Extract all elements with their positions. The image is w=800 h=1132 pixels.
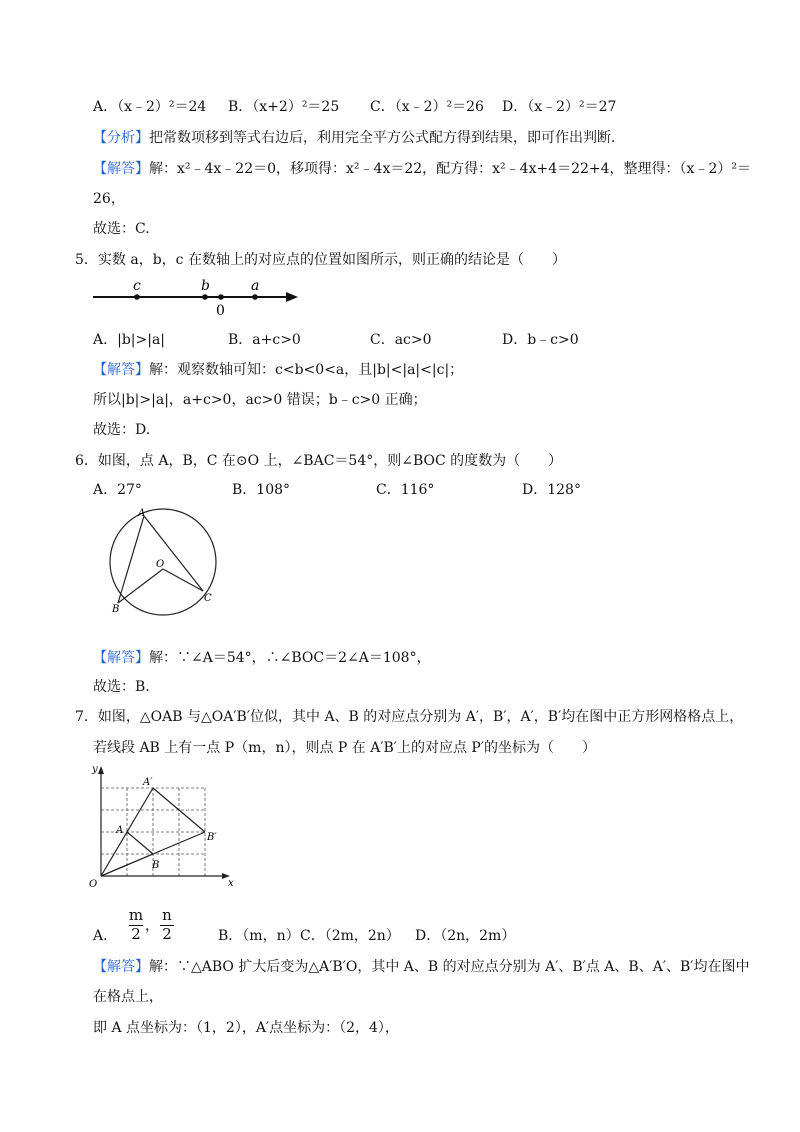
q7-option-a-sep: ， [145, 918, 159, 934]
point-c [134, 294, 140, 300]
q4-solution [93, 159, 751, 179]
fraction-denominator: 2 [131, 925, 141, 943]
q7-solution-cont: 在格点上， [93, 989, 163, 1005]
label-O: O [89, 879, 98, 890]
q7-option-d: D．（2n，2m） [415, 928, 516, 944]
q5-question: 5．实数 a，b，c 在数轴上的对应点的位置如图所示，则正确的结论是（ ） [75, 252, 566, 268]
q7-option-b: B．（m，n） [218, 928, 300, 944]
label-x: x [228, 878, 234, 889]
q5-option-b: B．a+c>0 [228, 332, 301, 348]
solution-tag: 【解答】 [93, 959, 149, 975]
label-A-prime: A′ [143, 777, 153, 788]
q6-circle-figure [100, 505, 230, 620]
q5-option-a: A．|b|>|a| [93, 332, 166, 348]
q6-question: 6．如图，点 A，B，C 在⊙O 上，∠BAC＝54°，则∠BOC 的度数为（ ） [75, 453, 563, 469]
q5-option-d: D．b﹣c>0 [502, 332, 579, 348]
q7-solution [93, 957, 749, 977]
q6-solution [93, 648, 431, 668]
label-C: C [204, 593, 212, 604]
label-B: B [112, 604, 120, 615]
point-b [202, 294, 208, 300]
analysis-text: 把常数项移到等式右边后，利用完全平方公式配方得到结果，即可作出判断. [149, 130, 616, 146]
q4-option-a: A．（x﹣2）²＝24 [93, 99, 207, 115]
q5-option-c: C．ac>0 [370, 332, 432, 348]
label-B-prime: B′ [207, 832, 217, 843]
analysis-tag: 【分析】 [93, 130, 149, 146]
fraction-numerator: m [128, 906, 144, 924]
solution-tag: 【解答】 [93, 161, 149, 177]
y-arrow-icon [98, 766, 104, 774]
q4-solution-cont: 26， [93, 191, 125, 207]
fraction-numerator: n [162, 906, 172, 924]
q6-option-d: D．128° [522, 482, 581, 498]
q7-question-cont: 若线段 AB 上有一点 P（m，n），则点 P 在 A′B′上的对应点 P′的坐标为（ ） [93, 740, 597, 756]
label-A: A [138, 508, 146, 519]
q7-solution-coords: 即 A 点坐标为：（1，2），A′点坐标为：（2，4）， [93, 1020, 399, 1036]
label-A: A [116, 825, 124, 836]
label-a: a [251, 278, 260, 294]
q5-number-line [90, 278, 310, 318]
solution-tag: 【解答】 [93, 362, 149, 378]
q5-solution [93, 360, 463, 380]
q7-question: 7．如图，△OAB 与△OA′B′位似，其中 A、B 的对应点分别为 A′，B′，A′，B′均在图中正方形网格格点上， [75, 709, 744, 725]
label-c: c [133, 278, 141, 294]
q7-option-c: C．（2m，2n） [300, 928, 400, 944]
q5-solution-cont: 所以|b|>|a|，a+c>0，ac>0 错误；b﹣c>0 正确； [93, 392, 427, 408]
q4-option-d: D．（x﹣2）²＝27 [502, 99, 617, 115]
q6-option-b: B．108° [232, 482, 291, 498]
solution-text: 解：∵∠A＝54°，∴∠BOC＝2∠A＝108°， [149, 650, 431, 666]
solution-text: 解：x²﹣4x﹣22＝0，移项得：x²﹣4x＝22，配方得：x²﹣4x+4＝22+4，整理得：（x﹣2）²＝ [149, 161, 751, 177]
solution-text: 解：观察数轴可知：c<b<0<a，且|b|<|a|<|c|； [149, 362, 464, 378]
solution-text: 解：∵△ABO 扩大后变为△A′B′O，其中 A、B 的对应点分别为 A′、B′点 A、B、A′、B′均在图中 [149, 959, 750, 975]
point-zero [218, 294, 224, 300]
label-y: y [92, 764, 98, 775]
q6-choice: 故选：B. [93, 679, 150, 695]
q7-option-a-label: A． [93, 928, 118, 944]
label-b: b [201, 278, 210, 294]
q7-grid-figure [88, 762, 238, 892]
q5-choice: 故选：D. [93, 422, 151, 438]
label-O: O [156, 559, 165, 570]
q4-choice: 故选：C. [93, 221, 150, 237]
q6-option-a: A．27° [93, 482, 142, 498]
label-B: B [152, 860, 160, 871]
q4-analysis [93, 128, 615, 148]
arrow-icon [286, 292, 298, 302]
q6-option-c: C．116° [376, 482, 435, 498]
fraction-denominator: 2 [162, 925, 172, 943]
label-zero: 0 [216, 303, 225, 318]
point-a [252, 294, 258, 300]
q4-option-c: C．（x﹣2）²＝26 [370, 99, 484, 115]
q4-option-b: B．（x+2）²＝25 [228, 99, 340, 115]
solution-tag: 【解答】 [93, 650, 149, 666]
